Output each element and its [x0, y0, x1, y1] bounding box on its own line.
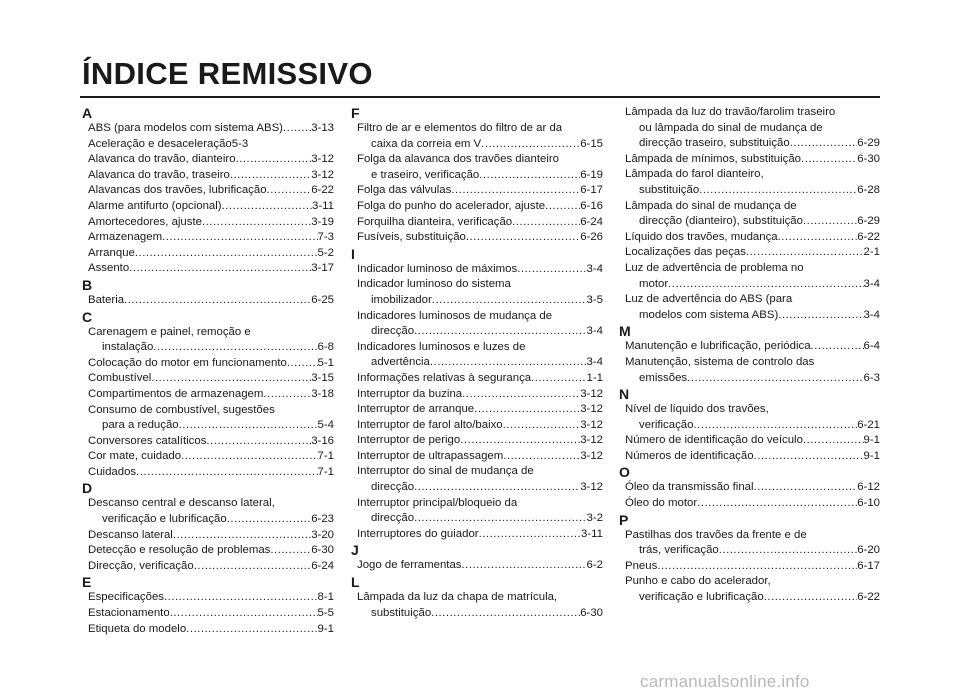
index-entry — [80, 434, 334, 450]
index-entry — [80, 293, 334, 309]
index-letter-heading: N — [619, 386, 630, 403]
index-entry-text: Lâmpada de mínimos, substituição — [625, 152, 802, 165]
dot-leader — [451, 183, 580, 199]
page-number: 6-20 — [857, 544, 880, 557]
index-entry — [349, 262, 603, 278]
index-entry-text: Consumo de combustível, sugestões — [88, 403, 275, 416]
dot-leader — [699, 183, 857, 199]
index-entry-text: Especificações — [88, 591, 164, 604]
index-entry-text: Assento — [88, 262, 130, 275]
index-entry — [349, 371, 603, 387]
dot-leader — [657, 559, 857, 575]
page-number: 6-21 — [857, 418, 880, 431]
page-number: 5-5 — [317, 607, 334, 620]
dot-leader — [803, 433, 864, 449]
dot-leader — [461, 558, 586, 574]
page-number: 3-17 — [311, 262, 334, 275]
index-entry-text: substituição — [639, 183, 700, 196]
dot-leader — [668, 277, 863, 293]
index-column-2 — [349, 105, 603, 621]
index-entry — [80, 622, 334, 638]
index-column-3 — [617, 105, 880, 606]
page-number: 3-19 — [311, 215, 334, 228]
index-entry — [349, 590, 603, 621]
dot-leader — [431, 606, 580, 622]
page-number: 5-1 — [317, 356, 334, 369]
page-number: 3-11 — [312, 199, 334, 212]
page-number: 6-24 — [311, 559, 334, 572]
index-entry — [349, 387, 603, 403]
index-entry — [617, 339, 880, 355]
page-number: 7-1 — [317, 450, 334, 463]
dot-leader — [430, 355, 587, 371]
index-entry — [80, 261, 334, 277]
index-entry-text: Luz de advertência do ABS (para — [625, 293, 793, 306]
watermark: carmanualsonline.info — [640, 672, 810, 691]
index-entry — [80, 121, 334, 137]
index-entry-text: substituição — [371, 606, 432, 619]
index-entry — [617, 574, 880, 605]
page-number: 6-3 — [863, 371, 880, 384]
index-entry — [617, 167, 880, 198]
index-entry — [80, 387, 334, 403]
index-entry — [80, 199, 334, 215]
index-entry-text: advertência — [371, 356, 430, 369]
dot-leader — [270, 543, 311, 559]
dot-leader — [194, 559, 311, 575]
dot-leader — [512, 215, 580, 231]
index-entry — [617, 449, 880, 465]
dot-leader — [693, 418, 857, 434]
page-number: 3-4 — [586, 325, 603, 338]
dot-leader — [129, 261, 311, 277]
index-entry-text: Interruptor do sinal de mudança de — [357, 465, 534, 478]
page-number: 7-1 — [317, 465, 334, 478]
index-entry — [80, 465, 334, 481]
dot-leader — [153, 340, 317, 356]
dot-leader — [162, 230, 317, 246]
index-entry-text: Cor mate, cuidado — [88, 450, 182, 463]
index-entry — [349, 496, 603, 527]
page-number: 3-12 — [580, 418, 603, 431]
index-entry — [617, 496, 880, 512]
index-entry-text: Líquido dos travões, mudança — [625, 230, 778, 243]
index-entry — [617, 199, 880, 230]
page-number: 6-30 — [857, 152, 880, 165]
index-entry — [80, 356, 334, 372]
index-entry-text: Folga das válvulas — [357, 184, 452, 197]
index-entry — [617, 292, 880, 323]
index-entry-text: Números de identificação — [625, 449, 754, 462]
index-entry-text: Punho e cabo do acelerador, — [625, 575, 771, 588]
index-entry — [349, 152, 603, 183]
index-entry-text: Combustível — [88, 372, 152, 385]
index-entry — [80, 168, 334, 184]
dot-leader — [466, 230, 580, 246]
dot-leader — [283, 121, 311, 137]
index-entry-text: instalação — [102, 341, 154, 354]
index-entry — [80, 230, 334, 246]
index-entry — [349, 558, 603, 574]
page-number: 3-15 — [311, 372, 334, 385]
index-entry-text: Pastilhas dos travões da frente e de — [625, 528, 807, 541]
index-entry — [80, 590, 334, 606]
dot-leader — [503, 418, 581, 434]
index-entry — [617, 480, 880, 496]
index-entry — [80, 496, 334, 527]
index-entry-text: Interruptor de farol alto/baixo — [357, 418, 503, 431]
index-letter-heading: J — [351, 542, 359, 559]
page-number: 6-22 — [857, 230, 880, 243]
page-number: 6-12 — [857, 481, 880, 494]
dot-leader — [230, 168, 311, 184]
index-entry-text: direcção traseiro, substituição — [639, 137, 790, 150]
page-number: 5-2 — [317, 246, 334, 259]
index-entry-text: Carenagem e painel, remoção e — [88, 325, 251, 338]
index-entry — [349, 418, 603, 434]
index-entry-text: Alavanca do travão, dianteiro — [88, 153, 236, 166]
index-entry-text: Luz de advertência de problema no — [625, 261, 804, 274]
page-number: 3-12 — [580, 387, 603, 400]
index-entry-text: Localizações das peças — [625, 246, 746, 259]
index-entry — [80, 606, 334, 622]
page-number: 3-12 — [311, 168, 334, 181]
page-number: 9-1 — [863, 434, 880, 447]
page-number: 9-1 — [317, 622, 334, 635]
dot-leader — [801, 152, 857, 168]
page-number: 3-4 — [586, 262, 603, 275]
dot-leader — [697, 496, 857, 512]
index-entry-text: Compartimentos de armazenagem — [88, 387, 264, 400]
index-entry-text: Arranque — [88, 246, 135, 259]
dot-leader — [754, 480, 858, 496]
index-entry — [80, 246, 334, 262]
index-letter-heading: B — [82, 276, 93, 293]
index-entry-text: Indicador luminoso do sistema — [357, 278, 511, 291]
index-entry — [617, 152, 880, 168]
index-entry-text: direcção — [371, 512, 415, 525]
page-number: 3-11 — [581, 527, 603, 540]
index-entry — [617, 245, 880, 261]
index-entry-text: Interruptor de ultrapassagem — [357, 449, 504, 462]
index-entry-text: para a redução — [102, 419, 179, 432]
page-number: 6-10 — [857, 497, 880, 510]
index-letter-heading: C — [82, 308, 93, 325]
index-entry-text: Descanso central e descanso lateral, — [88, 497, 275, 510]
index-entry-text: ou lâmpada do sinal de mudança de — [639, 121, 823, 134]
page-number: 3-13 — [311, 122, 334, 134]
index-letter-heading: E — [82, 574, 92, 591]
page-number: 1-1 — [586, 371, 603, 384]
dot-leader — [414, 480, 580, 496]
page-number: 9-1 — [863, 449, 880, 462]
page-number: 6-28 — [857, 183, 880, 196]
page-number: 6-23 — [311, 513, 334, 526]
index-entry-text: Óleo do motor — [625, 497, 698, 510]
index-entry — [80, 543, 334, 559]
index-entry — [617, 528, 880, 559]
dot-leader — [790, 136, 858, 152]
page-number: 3-12 — [580, 434, 603, 447]
index-entry — [349, 277, 603, 308]
index-entry-text: ABS (para modelos com sistema ABS) — [88, 122, 283, 134]
dot-leader — [545, 199, 580, 215]
dot-leader — [531, 371, 586, 387]
page-number: 6-8 — [317, 341, 334, 354]
dot-leader — [227, 512, 311, 528]
dot-leader — [186, 622, 317, 638]
page-number: 6-19 — [580, 168, 603, 181]
dot-leader — [481, 137, 580, 153]
dot-leader — [263, 387, 311, 403]
index-entry-text: Detecção e resolução de problemas — [88, 544, 271, 557]
index-entry — [80, 215, 334, 231]
page-number: 6-22 — [857, 591, 880, 604]
index-entry — [349, 340, 603, 371]
index-entry-text: Etiqueta do modelo — [88, 622, 187, 635]
page-number: 3-18 — [311, 387, 334, 400]
index-entry-text: Cuidados — [88, 465, 137, 478]
index-entry-text: Alavancas dos travões, lubrificação — [88, 184, 267, 197]
page-number: 6-25 — [311, 293, 334, 306]
index-entry — [80, 183, 334, 199]
index-letter-heading: P — [619, 511, 629, 528]
page-number: 3-2 — [586, 512, 603, 525]
index-entry — [349, 215, 603, 231]
page-title: ÍNDICE REMISSIVO — [82, 56, 373, 91]
page-number: 6-17 — [857, 559, 880, 572]
page-number: 6-16 — [580, 199, 603, 212]
index-entry-text: Direcção, verificação — [88, 559, 194, 572]
dot-leader — [170, 606, 318, 622]
page-number: 2-1 — [863, 246, 880, 259]
page-number: 6-22 — [311, 184, 334, 197]
dot-leader — [460, 433, 580, 449]
page-number: 5-4 — [317, 419, 334, 432]
index-entry-text: Alarme antifurto (opcional) — [88, 199, 222, 212]
index-entry-text: Indicadores luminosos e luzes de — [357, 340, 526, 353]
index-entry-text: Interruptores do guiador — [357, 527, 479, 540]
index-entry-text: Filtro de ar e elementos do filtro de ar da — [357, 122, 563, 134]
index-entry — [617, 559, 880, 575]
dot-leader — [267, 183, 312, 199]
index-entry — [617, 230, 880, 246]
dot-leader — [287, 356, 318, 372]
page-number: 6-30 — [580, 606, 603, 619]
dot-leader — [164, 590, 318, 606]
index-letter-heading: L — [351, 574, 360, 591]
dot-leader — [462, 387, 580, 403]
dot-leader — [414, 511, 586, 527]
dot-leader — [206, 434, 311, 450]
index-entry-text: emissões — [639, 371, 688, 384]
index-entry-text: Óleo da transmissão final — [625, 481, 754, 494]
index-entry — [349, 183, 603, 199]
index-entry — [617, 433, 880, 449]
index-entry-text: Forquilha dianteira, verificação — [357, 215, 513, 228]
dot-leader — [746, 245, 864, 261]
page-number: 6-15 — [580, 137, 603, 150]
index-entry-text: Estacionamento — [88, 607, 170, 620]
index-letter-heading: F — [351, 105, 360, 121]
dot-leader — [503, 449, 580, 465]
index-entry — [349, 527, 603, 543]
page-number: 6-29 — [857, 137, 880, 150]
index-entry — [80, 325, 334, 356]
index-entry-text: Manutenção e lubrificação, periódica — [625, 340, 811, 353]
dot-leader — [479, 527, 581, 543]
index-entry-text: Nível de líquido dos travões, — [625, 403, 769, 416]
dot-leader — [136, 465, 317, 481]
index-entry-text: Folga da alavanca dos travões dianteiro — [357, 153, 559, 166]
page-number: 3-20 — [311, 528, 334, 541]
dot-leader — [719, 543, 857, 559]
page-number: 6-26 — [580, 231, 603, 244]
index-entry-text: Aceleração e desaceleração — [88, 137, 232, 150]
index-entry-text: direcção (dianteiro), substituição — [639, 215, 803, 228]
index-entry-text: Lâmpada do sinal de mudança de — [625, 199, 797, 212]
index-entry-text: Amortecedores, ajuste — [88, 215, 202, 228]
index-entry-text: Folga do punho do acelerador, ajuste — [357, 199, 546, 212]
dot-leader — [764, 590, 857, 606]
index-entry — [349, 230, 603, 246]
index-entry — [80, 152, 334, 168]
index-entry — [617, 402, 880, 433]
index-entry-text: direcção — [371, 481, 415, 494]
dot-leader — [236, 152, 312, 168]
dot-leader — [202, 215, 311, 231]
dot-leader — [432, 293, 587, 309]
index-entry-text: Colocação do motor em funcionamento — [88, 356, 287, 369]
dot-leader — [474, 402, 580, 418]
dot-leader — [151, 371, 311, 387]
index-entry-text: e traseiro, verificação — [371, 168, 480, 181]
index-entry-text: verificação e lubrificação — [639, 591, 764, 604]
dot-leader — [687, 371, 863, 387]
index-entry — [349, 199, 603, 215]
index-entry-text: motor — [639, 277, 669, 290]
index-entry — [80, 137, 334, 153]
index-entry — [349, 464, 603, 495]
index-entry — [80, 403, 334, 434]
dot-leader — [778, 308, 863, 324]
index-entry-text: Indicador luminoso de máximos — [357, 262, 518, 275]
page-number: 6-29 — [857, 215, 880, 228]
index-column-1 — [80, 105, 334, 637]
index-entry — [349, 449, 603, 465]
dot-leader — [803, 214, 857, 230]
index-entry-text: Alavanca do travão, traseiro — [88, 168, 230, 181]
index-entry — [349, 433, 603, 449]
page-number: 6-30 — [311, 544, 334, 557]
dot-leader — [754, 449, 864, 465]
index-entry — [80, 371, 334, 387]
index-entry-text: imobilizador — [371, 293, 432, 306]
index-letter-heading: A — [82, 105, 93, 121]
index-entry — [349, 402, 603, 418]
page-number: 5-3 — [231, 137, 249, 150]
index-entry — [349, 121, 603, 152]
page-number: 8-1 — [317, 591, 334, 604]
page-number: 7-3 — [317, 231, 334, 244]
index-entry-text: modelos com sistema ABS) — [639, 308, 779, 321]
page-number: 6-24 — [580, 215, 603, 228]
page-number: 3-12 — [580, 481, 603, 494]
index-entry — [617, 355, 880, 386]
dot-leader — [517, 262, 586, 278]
index-entry-text: Informações relativas à segurança — [357, 371, 532, 384]
page-number: 6-4 — [863, 340, 880, 353]
index-entry-text: Indicadores luminosos de mudança de — [357, 309, 553, 322]
index-letter-heading: I — [351, 245, 355, 262]
index-entry — [617, 261, 880, 292]
page-number: 3-16 — [311, 434, 334, 447]
index-entry-text: Fusíveis, substituição — [357, 231, 466, 244]
index-entry-text: caixa da correia em V — [371, 137, 482, 150]
dot-leader — [778, 230, 858, 246]
page-number: 3-4 — [863, 308, 880, 321]
index-entry-text: trás, verificação — [639, 544, 719, 557]
page-number: 3-12 — [580, 449, 603, 462]
title-underline — [80, 96, 880, 98]
index-entry-text: Conversores catalíticos — [88, 434, 207, 447]
index-letter-heading: M — [619, 323, 631, 340]
index-entry-text: Interruptor da buzina — [357, 387, 463, 400]
dot-leader — [179, 418, 318, 434]
index-entry-text: Número de identificação do veículo — [625, 434, 803, 447]
index-entry — [349, 309, 603, 340]
index-entry — [80, 559, 334, 575]
index-entry-text: Lâmpada da luz do travão/farolim traseiro — [625, 106, 836, 118]
page-number: 6-2 — [586, 559, 603, 572]
index-entry-text: Bateria — [88, 293, 125, 306]
index-entry-text: Manutenção, sistema de controlo das — [625, 355, 815, 368]
page-number: 6-17 — [580, 184, 603, 197]
index-entry-text: Lâmpada do farol dianteiro, — [625, 168, 764, 181]
index-entry-text: Interruptor de perigo — [357, 434, 461, 447]
index-entry — [617, 105, 880, 152]
index-entry-text: Lâmpada da luz da chapa de matrícula, — [357, 591, 558, 604]
index-entry-text: verificação e lubrificação — [102, 513, 227, 526]
index-entry-text: direcção — [371, 325, 415, 338]
index-entry-text: Armazenagem — [88, 231, 163, 244]
index-entry-text: Jogo de ferramentas — [357, 559, 462, 572]
dot-leader — [811, 339, 864, 355]
page-number: 3-12 — [580, 403, 603, 416]
page-number: 3-4 — [863, 277, 880, 290]
index-entry-text: Pneus — [625, 559, 658, 572]
page-number: 3-4 — [586, 356, 603, 369]
index-letter-heading: O — [619, 464, 630, 481]
dot-leader — [181, 449, 317, 465]
dot-leader — [124, 293, 311, 309]
dot-leader — [135, 246, 318, 262]
index-letter-heading: D — [82, 480, 93, 497]
page-number: 3-12 — [311, 153, 334, 166]
index-entry-text: Interruptor principal/bloqueio da — [357, 496, 518, 509]
index-entry-text: Descanso lateral — [88, 528, 173, 541]
page-number: 3-5 — [586, 293, 603, 306]
dot-leader — [222, 199, 312, 215]
index-entry — [80, 528, 334, 544]
index-entry-text: Interruptor de arranque — [357, 403, 475, 416]
dot-leader — [173, 528, 311, 544]
index-entry-text: verificação — [639, 418, 694, 431]
dot-leader — [479, 168, 580, 184]
index-entry — [80, 449, 334, 465]
dot-leader — [414, 324, 586, 340]
